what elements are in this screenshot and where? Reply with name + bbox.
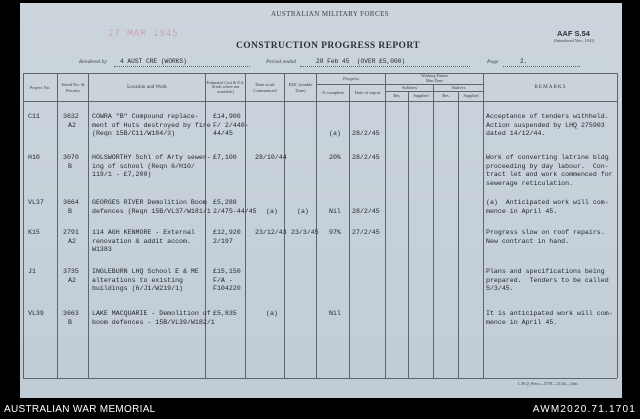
col-header-project: Project No. [29, 84, 51, 90]
location-work: COWRA "B" Compound replace- ment of Huts destroyed by fire (Reqn 15B/C11/W184/3) [92, 113, 211, 138]
project-no: C11 [28, 113, 40, 120]
organisation-heading: AUSTRALIAN MILITARY FORCES [270, 10, 390, 18]
edc: (a) [297, 207, 309, 215]
project-no: H10 [28, 154, 40, 161]
report-row [0, 310, 640, 350]
date-commenced: 23/12/43 [255, 229, 287, 236]
serial-no: 3664 [63, 199, 79, 206]
form-code: AAF S.54 [557, 29, 590, 38]
priority: B [68, 162, 72, 170]
col-header-progress: Progress [343, 76, 359, 82]
report-row [0, 229, 640, 269]
received-date-stamp: 27 MAR 1945 [108, 29, 179, 39]
col-header-natives-supplied: Supplied [463, 93, 479, 99]
edc: 23/3/45 [291, 229, 319, 236]
report-date: 28/2/45 [352, 154, 380, 161]
date-commenced: 28/10/44 [255, 154, 287, 161]
col-header-location: Location and Work [127, 83, 167, 90]
printer-imprint: L.H.Q. Press—3739—11/44—14m. [518, 381, 579, 386]
report-date: 27/2/45 [352, 229, 380, 236]
remarks: Acceptance of tenders withheld. Action suspended by LHQ 275903 dated 14/12/44. [486, 113, 609, 138]
location-work: GEORGES RIVER Demolition Boom defences (Reqn 15B/VL37/W181/1 [92, 199, 211, 215]
percent-complete: (a) [329, 130, 341, 138]
archive-caption-bar [0, 399, 640, 419]
percent-complete: Nil [329, 310, 341, 317]
col-header-remarks: REMARKS [534, 83, 567, 90]
estimated-cost: £14,900 F/ 2/440- 44/45 [213, 113, 249, 138]
project-no: VL37 [28, 199, 44, 206]
remarks: It is anticipated work will com- mence in April 45. [486, 310, 613, 326]
col-header-working-parties: Working Parties [421, 74, 448, 79]
report-row [0, 154, 640, 194]
percent-complete: Nil [329, 207, 341, 215]
project-no: J1 [28, 268, 36, 275]
col-header-natives-res: Res. [442, 93, 450, 99]
estimated-cost: £7,100 [213, 154, 237, 161]
percent-complete: 97% [329, 229, 341, 236]
col-header-commenced: Date work Commenced [253, 82, 277, 93]
col-header-soldiers-supplied: Supplied [413, 93, 429, 99]
estimated-cost: £15,150 F/A - F104220 [213, 268, 241, 293]
col-header-man-days: Man Days [425, 79, 444, 84]
page-leader [503, 66, 580, 67]
report-row [0, 113, 640, 153]
report-date: 28/2/45 [352, 130, 380, 138]
location-work: INGLEBURN LHQ School E & ME alterations to existing buildings (6/J1/W219/1) [92, 268, 199, 293]
col-header-report-date: Date of report [354, 90, 381, 96]
project-no: VL39 [28, 310, 44, 317]
serial-no: 2791 [63, 229, 79, 236]
col-header-edc: EDC (enable Date) [288, 82, 313, 93]
date-commenced: (a) [266, 207, 278, 215]
rendered-by-label: Rendered by [79, 59, 107, 65]
col-header-cost: Estimated Cost & F.A. (Each where not available) [206, 79, 245, 94]
col-header-soldiers: Soldiers [401, 85, 418, 91]
form-title: CONSTRUCTION PROGRESS REPORT [235, 41, 420, 51]
remarks: Work of converting latrine bldg proceeding by day labour. Con- tract let and work commenced for sewerage reticulation. [486, 154, 613, 187]
priority: A2 [68, 276, 76, 284]
rendered-by-leader [114, 66, 250, 67]
page-label: Page [487, 59, 499, 65]
period-ended-value: 28 Feb 45 (OVER £5,000) [316, 58, 406, 65]
col-header-serial: Serial No. & Priority [61, 82, 85, 93]
location-work: LAKE MACQUARIE - Demolition of boom defences - 15B/VL39/W182/1 [92, 310, 215, 326]
period-ended-leader [300, 66, 470, 67]
remarks: Plans and specifications being prepared. Tenders to be called 5/3/45. [486, 268, 609, 293]
priority: A2 [68, 237, 76, 245]
location-work: HOLSWORTHY Schl of Arty sewer- ing of school (Reqn 6/H10/ 119/1 - £7,200) [92, 154, 211, 179]
report-date: 28/2/45 [352, 207, 380, 215]
col-header-natives: Natives [451, 85, 466, 91]
period-ended-label: Period ended [266, 59, 296, 65]
serial-no: 3735 [63, 268, 79, 275]
accession-number: AWM2020.71.1701 [532, 404, 636, 415]
priority: B [68, 318, 72, 326]
serial-no: 3632 [63, 113, 79, 120]
col-header-percent-complete: % complete [322, 90, 344, 96]
date-commenced: (a) [266, 310, 278, 317]
page-number: 2. [520, 58, 528, 65]
col-header-soldiers-res: Res. [393, 93, 401, 99]
serial-no: 3070 [63, 154, 79, 161]
rendered-by-value: 4 AUST CRE (WORKS) [120, 58, 187, 65]
archive-name: AUSTRALIAN WAR MEMORIAL [4, 404, 156, 415]
priority: B [68, 207, 72, 215]
estimated-cost: £5,835 [213, 310, 237, 317]
report-row [0, 268, 640, 308]
serial-no: 3663 [63, 310, 79, 317]
form-introduced-note: (Introduced Nov., 1941) [554, 38, 595, 43]
estimated-cost: £12,920 2/197 [213, 229, 241, 245]
priority: A2 [68, 121, 76, 129]
percent-complete: 20% [329, 154, 341, 161]
estimated-cost: £5,288 2/475-44/45 [213, 199, 257, 215]
remarks: Progress slow on roof repairs. New contract in hand. [486, 229, 605, 245]
location-work: 114 AGH KENMORE - External renovation & addit accom. W1383 [92, 229, 195, 254]
remarks: (a) Anticipated work will com- mence in April 45. [486, 199, 609, 215]
project-no: K15 [28, 229, 40, 236]
